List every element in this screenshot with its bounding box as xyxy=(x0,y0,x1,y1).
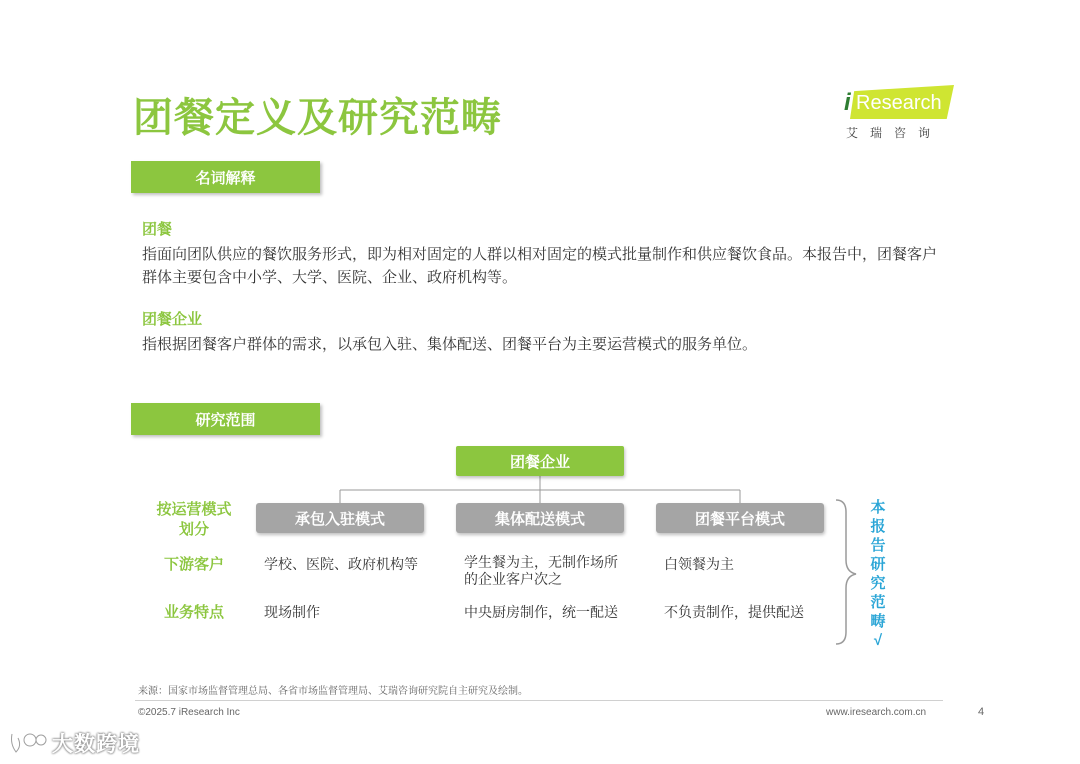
source-note: 来源：国家市场监督管理总局、各省市场监督管理局、艾瑞咨询研究院自主研究及绘制。 xyxy=(138,686,528,697)
row-label-mode: 按运营模式划分 xyxy=(156,501,232,538)
watermark xyxy=(8,728,140,758)
customers-platform: 白领餐为主 xyxy=(664,556,734,572)
mode-box-contract: 承包入驻模式 xyxy=(256,503,424,533)
copyright: ©2025.7 iResearch Inc xyxy=(138,707,240,718)
features-delivery: 中央厨房制作，统一配送 xyxy=(464,604,618,620)
features-platform: 不负责制作，提供配送 xyxy=(664,604,804,620)
features-contract: 现场制作 xyxy=(264,604,320,620)
row-label-features: 业务特点 xyxy=(163,604,224,621)
root-node-tuancan-enterprise: 团餐企业 xyxy=(456,446,624,476)
mode-box-delivery: 集体配送模式 xyxy=(456,503,624,533)
watermark-text: 大数跨境 xyxy=(52,733,140,756)
mode-box-platform: 团餐平台模式 xyxy=(656,503,824,533)
definitions-header: 名词解释 xyxy=(131,161,320,193)
customers-contract: 学校、医院、政府机构等 xyxy=(264,556,418,572)
page-title: 团餐定义及研究范畴 xyxy=(133,96,502,140)
customers-delivery: 学生餐为主，无制作场所的企业客户次之 xyxy=(464,554,618,587)
footer-divider xyxy=(135,700,943,701)
term-tuancan-enterprise: 团餐企业 xyxy=(142,311,203,328)
watermark-logo-icon xyxy=(8,730,48,756)
term-tuancan: 团餐 xyxy=(142,221,173,238)
desc-tuancan: 指面向团队供应的餐饮服务形式，即为相对固定的人群以相对固定的模式批量制作和供应餐饮食品。本报告中，团餐客户群体主要包含中小学、大学、医院、企业、政府机构等。 xyxy=(142,246,938,286)
scope-side-label: 本报告研究范畴√ xyxy=(870,499,886,649)
scope-header: 研究范围 xyxy=(131,403,320,435)
desc-tuancan-enterprise: 指根据团餐客户群体的需求，以承包入驻、集体配送、团餐平台为主要运营模式的服务单位。 xyxy=(142,336,758,353)
logo-chinese-name: 艾瑞咨询 xyxy=(846,126,943,140)
page-number: 4 xyxy=(978,706,985,718)
website-url: www.iresearch.com.cn xyxy=(826,707,927,718)
logo-i: i xyxy=(844,89,851,116)
logo-brand-text: Research xyxy=(856,92,942,114)
scope-brace xyxy=(836,500,856,644)
row-label-customers: 下游客户 xyxy=(163,556,224,573)
